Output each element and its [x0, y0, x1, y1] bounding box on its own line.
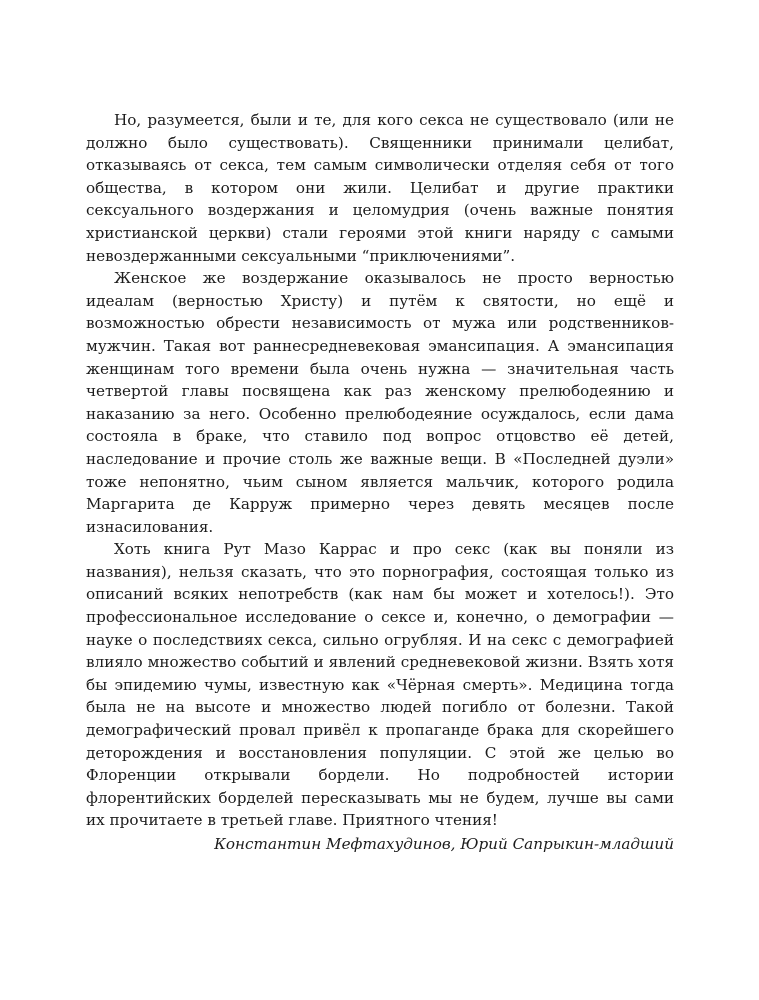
- paragraph-1: Но, разумеется, были и те, для кого секса не существовало (или не должно было существовать). Священники принимали целибат, отказываясь от секса, тем самым символически отделяя себя от того общества, в котором они жили. Целибат и другие практики сексуального воздержания и целомудрия (очень важные понятия христианской церкви) стали героями этой книги наряду с самыми невоздержанными сексуальными “приключениями”.: [86, 111, 674, 265]
- paragraph-3: Хоть книга Рут Мазо Каррас и про секс (как вы поняли из названия), нельзя сказать, что это порнография, состоящая только из описаний всяких непотребств (как нам бы может и хотелось!). Это профессиональное исследование о сексе и, конечно, о демографии — науке о последствиях секса, сильно огрубляя. И на секс с демографией влияло множество событий и явлений средневековой жизни. Взять хотя бы эпидемию чумы, известную как «Чёрная смерть». Медицина тогда была не на высоте и множество людей погибло от болезни. Такой демографический провал привёл к пропаганде брака для скорейшего деторождения и восстановления популяции. С этой же целью во Флоренции открывали бордели. Но подробностей истории флорентийских борделей пересказывать мы не будем, лучше вы сами их прочитаете в третьей главе. Приятного чтения!: [86, 540, 674, 830]
- paragraph-2: Женское же воздержание оказывалось не просто верностью идеалам (верностью Христу) и путём к святости, но ещё и возможностью обрести независимость от мужа или родственников-мужчин. Такая вот раннесредневековая эмансипация. А эмансипация женщинам того времени была очень нужна — значительная часть четвертой главы посвящена как раз женскому прелюбодеянию и наказанию за него. Особенно прелюбодеяние осуждалось, если дама состояла в браке, что ставило под вопрос отцовство её детей, наследование и прочие столь же важные вещи. В «Последней дуэли» тоже непонятно, чьим сыном является мальчик, которого родила Маргарита де Карруж примерно через девять месяцев после изнасилования.: [86, 269, 674, 536]
- author-signature: Константин Мефтахудинов, Юрий Сапрыкин-младший: [214, 835, 674, 853]
- document-page: [86, 109, 674, 856]
